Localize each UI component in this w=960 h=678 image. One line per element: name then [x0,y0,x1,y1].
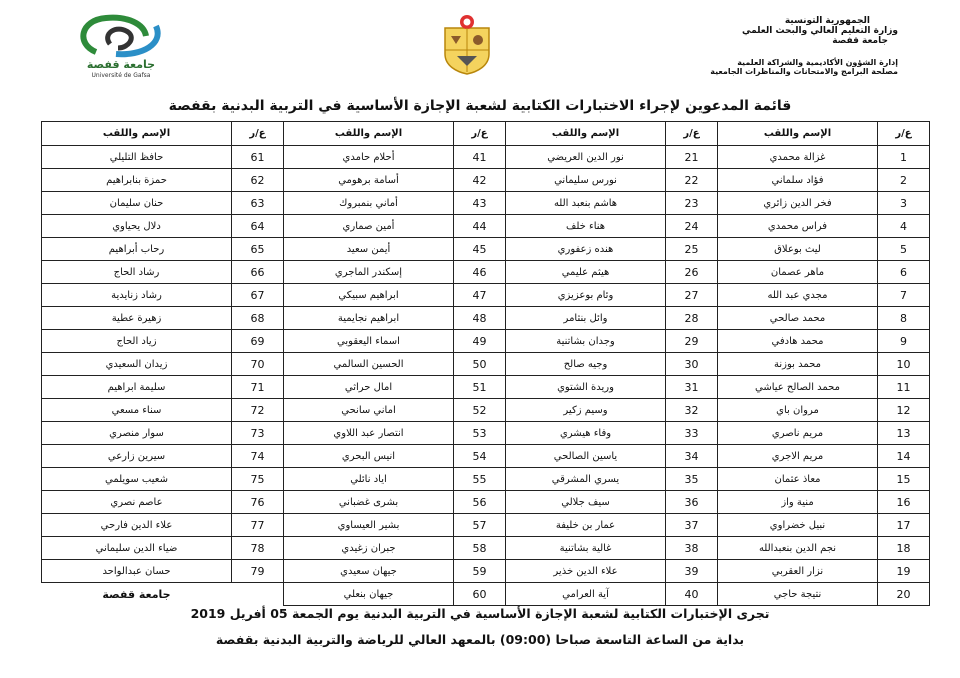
candidate-name: معاذ عثمان [718,468,878,491]
candidate-name: محمد صالحي [718,307,878,330]
candidate-number: 15 [878,468,930,491]
column-header-name: الإسم واللقب [506,122,666,146]
candidate-number: 60 [454,583,506,606]
candidate-number: 57 [454,514,506,537]
candidate-number: 13 [878,422,930,445]
authority-line-university: جامعة قفصة [832,36,888,46]
table-row [42,422,930,445]
column-header-number: ع/ر [666,122,718,146]
candidate-number: 25 [666,238,718,261]
candidate-name: نزار العقربي [718,560,878,583]
university-logo [66,14,176,80]
candidate-number: 30 [666,353,718,376]
candidate-name: جيهان سعيدي [284,560,454,583]
candidate-name: اسماء اليعقوبي [284,330,454,353]
candidate-number: 66 [232,261,284,284]
table-row [42,583,930,606]
candidate-number: 40 [666,583,718,606]
candidate-number: 19 [878,560,930,583]
candidate-number: 50 [454,353,506,376]
table-row [42,169,930,192]
candidate-name: نتيجة حاجي [718,583,878,606]
table-row [42,330,930,353]
candidate-name: رشاد الحاج [42,261,232,284]
page-header [0,0,960,95]
candidate-number: 17 [878,514,930,537]
authority-line-republic: الجمهورية التونسية [784,16,870,26]
candidate-name: زهيرة عطية [42,307,232,330]
candidate-number: 11 [878,376,930,399]
candidate-number: 63 [232,192,284,215]
candidate-name: عاصم نصري [42,491,232,514]
tunisia-emblem-icon [437,14,497,76]
candidate-name: نور الدين العريضي [506,146,666,169]
candidate-name: سوار منصري [42,422,232,445]
table-row [42,146,930,169]
table-row [42,215,930,238]
candidate-name: انتصار عبد اللاوي [284,422,454,445]
candidate-number: 36 [666,491,718,514]
candidate-number: 68 [232,307,284,330]
candidate-name: نجم الدين بنعبدالله [718,537,878,560]
candidate-number: 62 [232,169,284,192]
candidate-name: جبران زغيدي [284,537,454,560]
table-row [42,399,930,422]
candidate-name: أماني بنمبروك [284,192,454,215]
candidate-number: 8 [878,307,930,330]
column-header-name: الإسم واللقب [718,122,878,146]
candidate-number: 31 [666,376,718,399]
table-body [42,146,930,606]
candidate-number: 44 [454,215,506,238]
column-header-number: ع/ر [454,122,506,146]
candidate-number: 69 [232,330,284,353]
column-header-number: ع/ر [878,122,930,146]
candidate-name: الحسين السالمي [284,353,454,376]
candidate-name: فخر الدين زائري [718,192,878,215]
candidate-name: دلال يحياوي [42,215,232,238]
candidate-name: زياد الحاج [42,330,232,353]
candidate-name: جيهان بنعلي [284,583,454,606]
candidate-name: هاشم بنعبد الله [506,192,666,215]
candidate-name: هنده زعفوري [506,238,666,261]
exam-notice-date: تجرى الإختبارات الكتابية لشعبة الإجازة الأساسية في التربية البدنية يوم الجمعة 05 أفريل 2019 [190,606,770,621]
candidate-name: غزالة محمدي [718,146,878,169]
candidate-name: أمين صماري [284,215,454,238]
candidates-table [41,121,930,606]
candidate-number: 37 [666,514,718,537]
candidate-number: 7 [878,284,930,307]
candidate-number: 45 [454,238,506,261]
candidate-number: 26 [666,261,718,284]
table-header-row [42,122,930,146]
candidate-number: 48 [454,307,506,330]
candidate-number: 39 [666,560,718,583]
table-row [42,560,930,583]
candidate-number: 9 [878,330,930,353]
candidate-number: 47 [454,284,506,307]
candidate-number: 33 [666,422,718,445]
candidate-number: 35 [666,468,718,491]
candidate-number: 51 [454,376,506,399]
column-header-name: الإسم واللقب [284,122,454,146]
candidate-number: 21 [666,146,718,169]
candidate-number: 4 [878,215,930,238]
table-row [42,192,930,215]
candidate-number: 14 [878,445,930,468]
candidate-name: محمد بوزنة [718,353,878,376]
candidate-number: 29 [666,330,718,353]
university-footer-label: جامعة قفصة [102,587,171,601]
university-logo-text: جامعة قفصة [86,58,156,71]
candidate-name: رشاد زنايدية [42,284,232,307]
exam-notice-venue: بداية من الساعة التاسعة صباحا (09:00) بالمعهد العالي للرياضة والتربية البدنية بقفصة [215,632,745,647]
candidate-name: وئام بوعزيزي [506,284,666,307]
candidate-name: محمد هادفي [718,330,878,353]
university-logo-mark [66,14,176,58]
candidate-number: 43 [454,192,506,215]
column-header-name: الإسم واللقب [42,122,232,146]
candidate-name: ضياء الدين سليماني [42,537,232,560]
candidate-name: وفاء هيشري [506,422,666,445]
candidate-number: 67 [232,284,284,307]
candidate-name: سيرين زارعي [42,445,232,468]
candidate-number: 55 [454,468,506,491]
candidate-name: سناء مسعي [42,399,232,422]
candidate-number: 54 [454,445,506,468]
candidate-number: 42 [454,169,506,192]
candidate-number: 78 [232,537,284,560]
table-row [42,376,930,399]
candidate-number: 74 [232,445,284,468]
candidate-name: وريدة الشتوي [506,376,666,399]
candidate-name: سليمة ابراهيم [42,376,232,399]
table-row [42,307,930,330]
candidate-name: بشرى غضباني [284,491,454,514]
candidate-name: مجدي عبد الله [718,284,878,307]
candidate-number: 32 [666,399,718,422]
candidate-number: 46 [454,261,506,284]
candidate-name: هناء خلف [506,215,666,238]
candidate-name: وجدان بشاتنية [506,330,666,353]
table-row [42,537,930,560]
candidate-number: 52 [454,399,506,422]
candidate-number: 75 [232,468,284,491]
candidate-name: حمزة بنابراهيم [42,169,232,192]
candidate-name: مريم ناصري [718,422,878,445]
candidate-name: ياسين الصالحي [506,445,666,468]
authority-line-service: مصلحة البرامج والامتحانات والمناظرات الجامعية [710,67,898,76]
candidate-name: أحلام حامدي [284,146,454,169]
candidate-number: 38 [666,537,718,560]
candidate-name: شعيب سويلمي [42,468,232,491]
candidate-name: يسري المشرقي [506,468,666,491]
candidate-number: 79 [232,560,284,583]
candidate-name: حسان عبدالواحد [42,560,232,583]
table-row [42,491,930,514]
table-row [42,468,930,491]
candidate-number: 18 [878,537,930,560]
table-row [42,284,930,307]
candidate-number: 41 [454,146,506,169]
candidate-name: اماني سانحي [284,399,454,422]
candidate-number: 53 [454,422,506,445]
candidate-name: ليث بوعلاق [718,238,878,261]
candidate-number: 70 [232,353,284,376]
candidate-name: انيس البحري [284,445,454,468]
candidate-number: 6 [878,261,930,284]
candidate-name: غالية بشاتنية [506,537,666,560]
table-row [42,353,930,376]
candidate-name: وجيه صالح [506,353,666,376]
candidate-name: رحاب أبراهيم [42,238,232,261]
candidate-name: ابراهيم نجايمية [284,307,454,330]
authority-line-ministry: وزارة التعليم العالي والبحث العلمي [741,26,898,36]
candidate-number: 34 [666,445,718,468]
candidate-name: ماهر عصمان [718,261,878,284]
candidate-number: 76 [232,491,284,514]
document-title: قائمة المدعوين لإجراء الاختبارات الكتابية لشعبة الإجازة الأساسية في التربية البدنية بقفصة [168,98,792,114]
candidate-number: 5 [878,238,930,261]
candidate-name: منية واز [718,491,878,514]
candidate-number: 64 [232,215,284,238]
candidate-name: إسكندر الماجري [284,261,454,284]
candidate-number: 65 [232,238,284,261]
candidate-number: 77 [232,514,284,537]
candidate-number: 22 [666,169,718,192]
candidate-number: 58 [454,537,506,560]
authority-line-department: إدارة الشؤون الأكاديمية والشراكة العلمية [737,58,898,67]
candidate-name: نورس سليماني [506,169,666,192]
candidate-name: سيف جلالي [506,491,666,514]
candidate-number: 10 [878,353,930,376]
candidate-name: مروان باي [718,399,878,422]
candidate-name: محمد الصالح عياشي [718,376,878,399]
issuing-authority [678,16,898,76]
candidate-number: 24 [666,215,718,238]
candidate-name: بشير العيساوي [284,514,454,537]
column-header-number: ع/ر [232,122,284,146]
candidate-name: أسامة برهومي [284,169,454,192]
candidate-number: 23 [666,192,718,215]
candidate-name: عمار بن خليفة [506,514,666,537]
candidate-number: 1 [878,146,930,169]
candidate-name: ابراهيم سبيكي [284,284,454,307]
candidate-number: 72 [232,399,284,422]
table-row [42,238,930,261]
candidate-name: آية العرامي [506,583,666,606]
university-logo-subtitle: Université de Gafsa [91,72,151,79]
table-row [42,261,930,284]
candidate-number: 20 [878,583,930,606]
candidate-name: زيدان السعيدي [42,353,232,376]
candidate-name: فؤاد سلماني [718,169,878,192]
candidate-number: 71 [232,376,284,399]
candidate-name: حافظ التليلي [42,146,232,169]
candidate-name: علاء الدين فارحي [42,514,232,537]
candidate-name: أيمن سعيد [284,238,454,261]
table-row [42,514,930,537]
candidate-name: حنان سليمان [42,192,232,215]
candidate-number: 56 [454,491,506,514]
candidate-name: وسيم زكير [506,399,666,422]
candidate-number: 28 [666,307,718,330]
candidate-number: 3 [878,192,930,215]
candidate-number: 27 [666,284,718,307]
candidate-name: هيثم عليمي [506,261,666,284]
empty-cell [232,583,284,606]
candidate-name: علاء الدين خذير [506,560,666,583]
candidate-number: 61 [232,146,284,169]
candidate-name: مريم الاجري [718,445,878,468]
candidate-name: اياد نائلي [284,468,454,491]
candidate-name: وائل بنثامر [506,307,666,330]
candidate-number: 12 [878,399,930,422]
candidate-number: 59 [454,560,506,583]
candidate-number: 49 [454,330,506,353]
candidate-name: فراس محمدي [718,215,878,238]
table-row [42,445,930,468]
candidate-name: نبيل خضراوي [718,514,878,537]
candidate-name: امال حراثي [284,376,454,399]
candidate-number: 73 [232,422,284,445]
candidate-number: 16 [878,491,930,514]
candidate-number: 2 [878,169,930,192]
